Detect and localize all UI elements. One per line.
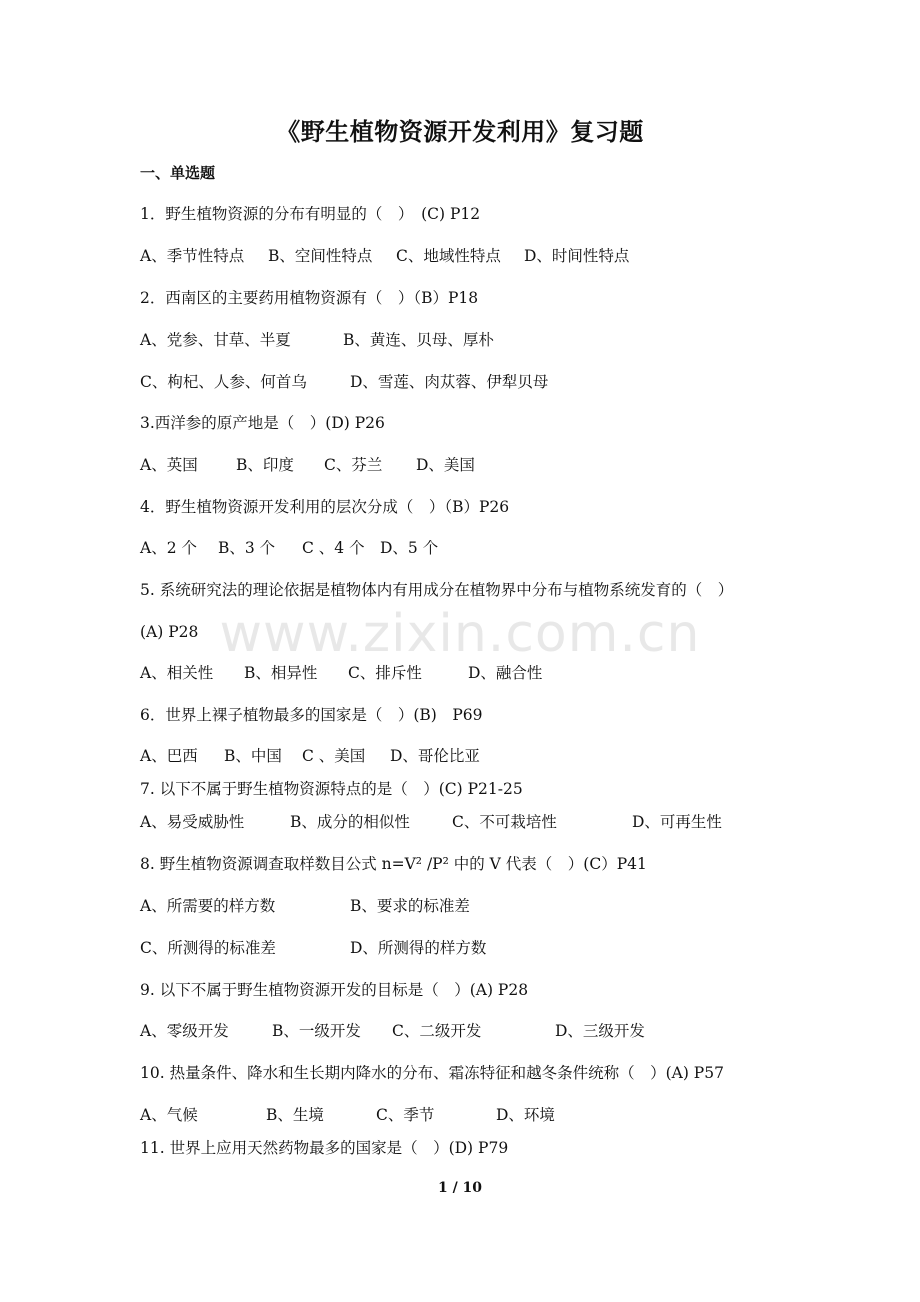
question-6: 6．世界上裸子植物最多的国家是（ ）(B) P69 bbox=[140, 706, 483, 724]
question-5: 5. 系统研究法的理论依据是植物体内有用成分在植物界中分布与植物系统发育的（ ） bbox=[140, 581, 734, 599]
option: D、可再生性 bbox=[632, 813, 722, 831]
question-5-answer: (A) P28 bbox=[140, 623, 199, 641]
question-4: 4．野生植物资源开发利用的层次分成（ ）（B）P26 bbox=[140, 498, 510, 516]
question-9-options bbox=[140, 1021, 645, 1041]
option: A、气候 bbox=[140, 1106, 198, 1124]
question-7-options bbox=[140, 812, 722, 832]
document-title: 《野生植物资源开发利用》复习题 bbox=[276, 117, 644, 146]
option: C 、美国 bbox=[302, 747, 366, 765]
option: B、中国 bbox=[224, 747, 282, 765]
option: A、相关性 bbox=[140, 664, 214, 682]
question-10: 10. 热量条件、降水和生长期内降水的分布、霜冻特征和越冬条件统称（ ）(A) P57 bbox=[140, 1064, 724, 1082]
option: D、三级开发 bbox=[555, 1022, 645, 1040]
question-1-options bbox=[140, 246, 629, 266]
question-11: 11. 世界上应用天然药物最多的国家是（ ）(D) P79 bbox=[140, 1139, 509, 1157]
question-2-options-ab bbox=[140, 330, 494, 350]
question-1: 1．野生植物资源的分布有明显的（ ） (C) P12 bbox=[140, 205, 481, 223]
option: D、哥伦比亚 bbox=[390, 747, 480, 765]
question-7: 7. 以下不属于野生植物资源特点的是（ ）(C) P21-25 bbox=[140, 780, 523, 798]
option: B、3 个 bbox=[218, 539, 276, 557]
option: B、相异性 bbox=[244, 664, 318, 682]
option: C、地域性特点 bbox=[396, 247, 501, 265]
question-9: 9. 以下不属于野生植物资源开发的目标是（ ）(A) P28 bbox=[140, 981, 529, 999]
question-8: 8. 野生植物资源调查取样数目公式 n=V² /P² 中的 V 代表（ ）(C）P41 bbox=[140, 855, 647, 873]
question-3: 3.西洋参的原产地是（ ）(D) P26 bbox=[140, 414, 385, 432]
section-heading: 一、单选题 bbox=[140, 164, 216, 182]
option: B、生境 bbox=[266, 1106, 324, 1124]
question-2-options-cd bbox=[140, 372, 548, 392]
option: B、空间性特点 bbox=[268, 247, 373, 265]
question-5-options bbox=[140, 663, 542, 683]
option: D、融合性 bbox=[468, 664, 543, 682]
option: C、枸杞、人参、何首乌 bbox=[140, 373, 307, 391]
option: B、成分的相似性 bbox=[290, 813, 410, 831]
question-8-options-cd bbox=[140, 938, 486, 958]
option: D、美国 bbox=[416, 456, 475, 474]
watermark: www.zixin.com.cn bbox=[219, 604, 701, 664]
option: D、时间性特点 bbox=[524, 247, 630, 265]
option: C、不可栽培性 bbox=[452, 813, 557, 831]
option: C、排斥性 bbox=[348, 664, 422, 682]
option: D、所测得的样方数 bbox=[350, 939, 487, 957]
option: B、一级开发 bbox=[272, 1022, 361, 1040]
question-10-options bbox=[140, 1105, 555, 1125]
page-number: 1 / 10 bbox=[437, 1180, 483, 1196]
option: B、要求的标准差 bbox=[350, 897, 470, 915]
option: A、所需要的样方数 bbox=[140, 897, 276, 915]
option: A、零级开发 bbox=[140, 1022, 229, 1040]
question-8-options-ab bbox=[140, 896, 470, 916]
option: A、党参、甘草、半夏 bbox=[140, 331, 291, 349]
option: C、二级开发 bbox=[392, 1022, 482, 1040]
option: B、黄连、贝母、厚朴 bbox=[343, 331, 494, 349]
option: C、芬兰 bbox=[324, 456, 383, 474]
option: A、2 个 bbox=[140, 539, 197, 557]
option: A、英国 bbox=[140, 456, 198, 474]
question-4-options bbox=[140, 538, 438, 558]
option: A、易受威胁性 bbox=[140, 813, 245, 831]
question-3-options bbox=[140, 455, 475, 475]
option: A、巴西 bbox=[140, 747, 198, 765]
option: D、雪莲、肉苁蓉、伊犁贝母 bbox=[350, 373, 549, 391]
question-6-options bbox=[140, 746, 480, 766]
option: C、所测得的标准差 bbox=[140, 939, 276, 957]
option: D、环境 bbox=[496, 1106, 555, 1124]
option: A、季节性特点 bbox=[140, 247, 245, 265]
question-2: 2．西南区的主要药用植物资源有（ ）（B）P18 bbox=[140, 289, 479, 307]
option: C、季节 bbox=[376, 1106, 435, 1124]
option: B、印度 bbox=[236, 456, 294, 474]
option: D、5 个 bbox=[380, 539, 439, 557]
option: C 、4 个 bbox=[302, 539, 365, 557]
